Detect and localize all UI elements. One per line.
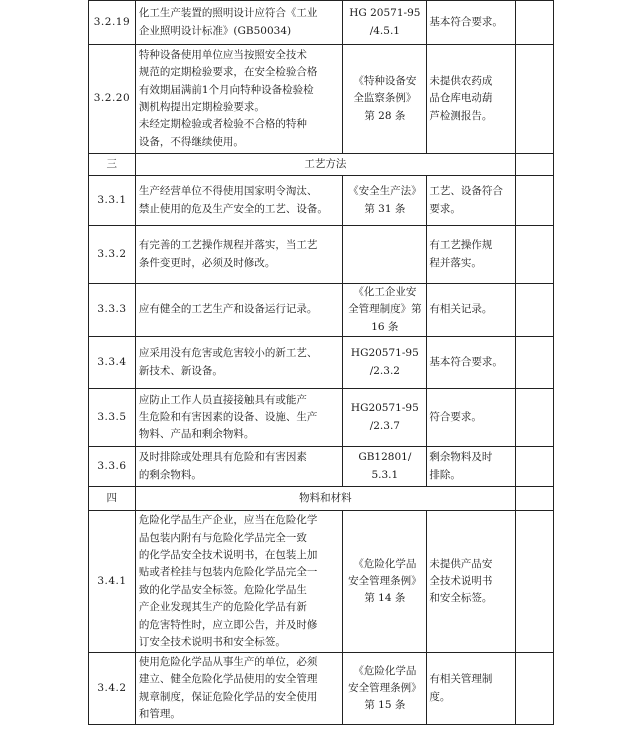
basis-reference: HG20571-95 /2.3.2 — [343, 337, 427, 389]
table-row — [89, 389, 554, 447]
empty-cell — [515, 447, 553, 487]
table-row — [89, 284, 554, 337]
empty-cell — [515, 1, 553, 45]
check-result: 未提供产品安 全技术说明书 和安全标签。 — [427, 511, 515, 653]
check-result: 剩余物料及时 排除。 — [427, 447, 515, 487]
basis-reference: 《危险化学品 安全管理条例》 第 15 条 — [343, 653, 427, 725]
requirement-text: 有完善的工艺操作规程并落实，当工艺 条件变更时，必须及时修改。 — [135, 226, 342, 284]
safety-checklist-table — [88, 0, 554, 725]
section-header-row — [89, 487, 554, 511]
empty-cell — [515, 226, 553, 284]
table-row — [89, 1, 554, 45]
item-number: 3.2.19 — [89, 1, 136, 45]
requirement-text: 应采用没有危害或危害较小的新工艺、 新技术、新设备。 — [135, 337, 342, 389]
empty-cell — [515, 511, 553, 653]
section-title: 物料和材料 — [135, 487, 515, 511]
check-result: 基本符合要求。 — [427, 337, 515, 389]
check-result: 符合要求。 — [427, 389, 515, 447]
check-result: 有相关记录。 — [427, 284, 515, 337]
item-number: 3.3.2 — [89, 226, 136, 284]
check-result: 基本符合要求。 — [427, 1, 515, 45]
item-number: 3.3.1 — [89, 176, 136, 226]
section-number: 四 — [89, 487, 136, 511]
table-row — [89, 176, 554, 226]
check-result: 未提供农药成 品仓库电动葫 芦检测报告。 — [427, 45, 515, 154]
item-number: 3.3.6 — [89, 447, 136, 487]
basis-reference: 《安全生产法》 第 31 条 — [343, 176, 427, 226]
empty-cell — [515, 653, 553, 725]
requirement-text: 危险化学品生产企业，应当在危险化学 品包装内附有与危险化学品完全一致 的化学品安全技术说明书，在包装上加 贴或者栓挂与包装内危险化学品完全一 致的化学品安全标签。危险化学品生 产企业发现其生产的危险化学品有新 的危害特性时，应立即公告，并及时修 订安全技术说明书和安全标签。 — [135, 511, 342, 653]
empty-cell — [515, 389, 553, 447]
check-result: 有工艺操作规 程并落实。 — [427, 226, 515, 284]
empty-cell — [515, 176, 553, 226]
table-row — [89, 447, 554, 487]
section-title: 工艺方法 — [135, 154, 515, 176]
item-number: 3.3.4 — [89, 337, 136, 389]
check-result: 工艺、设备符合 要求。 — [427, 176, 515, 226]
empty-cell — [515, 337, 553, 389]
requirement-text: 化工生产装置的照明设计应符合《工业 企业照明设计标准》(GB50034) — [135, 1, 342, 45]
basis-reference: 《特种设备安 全监察条例》 第 28 条 — [343, 45, 427, 154]
basis-reference: GB12801/ 5.3.1 — [343, 447, 427, 487]
item-number: 3.3.3 — [89, 284, 136, 337]
basis-reference: HG 20571-95 /4.5.1 — [343, 1, 427, 45]
requirement-text: 应有健全的工艺生产和设备运行记录。 — [135, 284, 342, 337]
item-number: 3.4.2 — [89, 653, 136, 725]
item-number: 3.4.1 — [89, 511, 136, 653]
table-row — [89, 511, 554, 653]
section-header-row — [89, 154, 554, 176]
requirement-text: 生产经营单位不得使用国家明令淘汰、 禁止使用的危及生产安全的工艺、设备。 — [135, 176, 342, 226]
requirement-text: 及时排除或处理具有危险和有害因素 的剩余物料。 — [135, 447, 342, 487]
basis-reference — [343, 226, 427, 284]
requirement-text: 使用危险化学品从事生产的单位，必须 建立、健全危险化学品使用的安全管理 规章制度，保证危险化学品的安全使用 和管理。 — [135, 653, 342, 725]
item-number: 3.3.5 — [89, 389, 136, 447]
requirement-text: 特种设备使用单位应当按照安全技术 规范的定期检验要求，在安全检验合格 有效期届满前1个月向特种设备检验检 测机构提出定期检验要求。 未经定期检验或者检验不合格的特种 设备，不得继续使用。 — [135, 45, 342, 154]
empty-cell — [515, 487, 553, 511]
empty-cell — [515, 284, 553, 337]
table-row — [89, 226, 554, 284]
basis-reference: 《化工企业安 全管理制度》第 16 条 — [343, 284, 427, 337]
table-row — [89, 337, 554, 389]
check-result: 有相关管理制 度。 — [427, 653, 515, 725]
table-row — [89, 45, 554, 154]
basis-reference: HG20571-95 /2.3.7 — [343, 389, 427, 447]
item-number: 3.2.20 — [89, 45, 136, 154]
basis-reference: 《危险化学品 安全管理条例》 第 14 条 — [343, 511, 427, 653]
section-number: 三 — [89, 154, 136, 176]
table-row — [89, 653, 554, 725]
empty-cell — [515, 154, 553, 176]
requirement-text: 应防止工作人员直接接触具有或能产 生危险和有害因素的设备、设施、生产 物料、产品和剩余物料。 — [135, 389, 342, 447]
empty-cell — [515, 45, 553, 154]
